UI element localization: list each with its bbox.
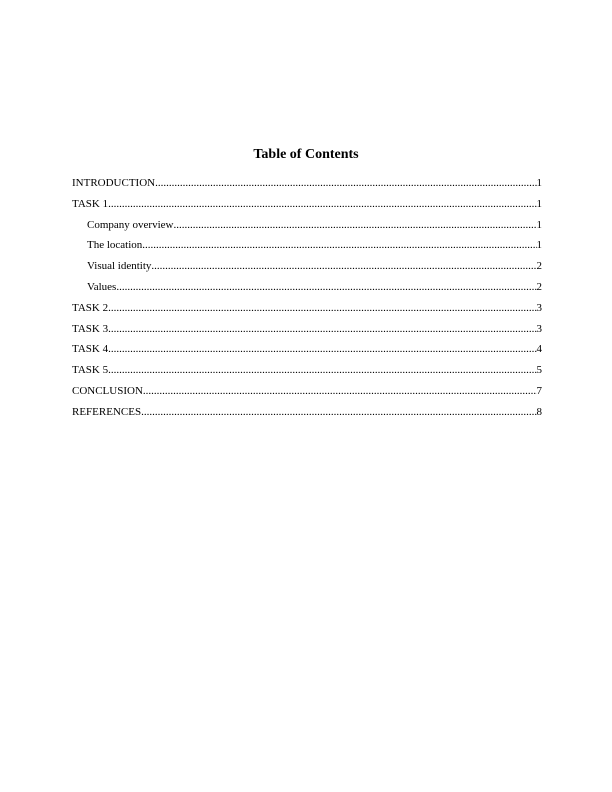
toc-entry-company-overview[interactable]	[72, 218, 542, 239]
toc-entry-label: INTRODUCTION	[72, 177, 156, 189]
toc-dot-leader	[108, 363, 536, 377]
toc-dot-leader	[108, 322, 536, 336]
toc-entry-values[interactable]	[72, 280, 542, 301]
toc-entry-references[interactable]	[72, 405, 542, 426]
toc-page-number: 4	[536, 343, 542, 356]
toc-entry-label: TASK 5	[72, 364, 109, 377]
toc-entry-the-location[interactable]	[72, 238, 542, 259]
toc-entry-label: CONCLUSION	[72, 384, 143, 397]
toc-page-number: 8	[536, 405, 542, 418]
toc-entry-task-4[interactable]	[72, 342, 542, 363]
toc-entry-label: REFERENCES	[72, 405, 142, 418]
toc-page-number: 2	[536, 260, 542, 273]
toc-dot-leader	[143, 384, 537, 398]
toc-page-number: 1	[536, 218, 542, 231]
toc-page-number: 3	[536, 322, 542, 335]
toc-entry-label: TASK 1	[72, 197, 109, 210]
toc-entry-task-2[interactable]	[72, 301, 542, 322]
toc-page-number: 1	[536, 177, 542, 189]
toc-dot-leader	[142, 238, 536, 252]
toc-page-number: 7	[536, 384, 542, 397]
toc-entry-label: Company overview	[87, 218, 174, 231]
toc-entry-label: Values	[87, 280, 117, 293]
toc-dot-leader	[173, 218, 536, 232]
toc-dot-leader	[151, 259, 536, 273]
toc-list	[72, 176, 542, 426]
toc-entry-task-5[interactable]	[72, 363, 542, 384]
toc-entry-task-3[interactable]	[72, 322, 542, 343]
toc-page-number: 5	[536, 364, 542, 377]
toc-page-number: 3	[536, 301, 542, 314]
toc-entry-conclusion[interactable]	[72, 384, 542, 405]
toc-dot-leader	[141, 405, 536, 419]
toc-entry-visual-identity[interactable]	[72, 259, 542, 280]
toc-dot-leader	[108, 342, 536, 356]
toc-page-number: 1	[536, 197, 542, 210]
toc-entry-label: TASK 4	[72, 343, 109, 356]
toc-dot-leader	[108, 301, 536, 315]
toc-entry-task-1[interactable]	[72, 197, 542, 218]
toc-page-number: 1	[536, 239, 542, 252]
toc-dot-leader	[108, 197, 536, 211]
toc-entry-label: TASK 3	[72, 322, 109, 335]
toc-page-number: 2	[536, 280, 542, 293]
toc-entry-label: TASK 2	[72, 301, 109, 314]
toc-entry-label: Visual identity	[87, 260, 152, 273]
toc-entry-introduction[interactable]	[72, 176, 542, 197]
toc-dot-leader	[116, 280, 536, 294]
toc-title: Table of Contents	[253, 147, 359, 162]
toc-entry-label: The location	[87, 239, 143, 252]
toc-dot-leader	[155, 176, 536, 190]
